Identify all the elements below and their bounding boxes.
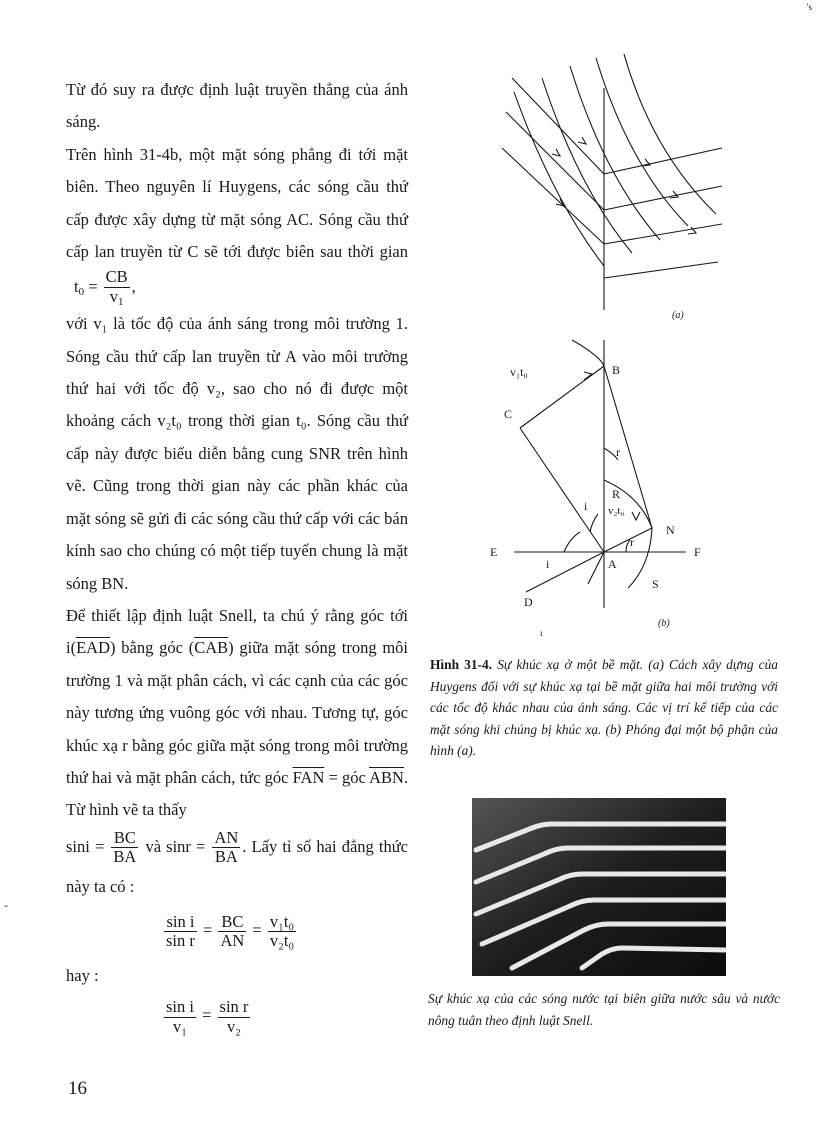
eq2-a (164, 998, 196, 1035)
wavefront-4 (596, 58, 688, 226)
ray-3-refracted (604, 148, 722, 174)
paragraph-2b: với v₁ là tốc độ của ánh sáng trong môi trường 1. Sóng cầu thứ cấp lan truyền từ A vào môi trường thứ hai với tốc độ v₂, sao cho nó đi được một khoảng cách v₂t₀ trong thời gian t₀. Sóng cầu thứ cấp này được biểu diễn bằng cung SNR trên hình vẽ. Cũng trong thời gian này các phần khác của mặt sóng sẽ gửi đi các sóng cầu thứ cấp với các bán kính sao cho chúng có một tiếp tuyến chung là mặt sóng BN. (66, 314, 408, 593)
t0-den (104, 288, 130, 308)
water-wave-photo (472, 798, 726, 976)
label-v2t0: v₂t₀ (608, 505, 625, 517)
sini-fraction (111, 829, 138, 866)
ray-3 (512, 78, 604, 174)
t0-fraction (104, 268, 130, 307)
equation-ratio (66, 913, 408, 950)
p3d: = góc (324, 767, 370, 787)
eq2-b-den: v₂ (226, 1016, 241, 1036)
sinr-num: AN (214, 828, 239, 848)
eq1-a-num: sin i (164, 913, 197, 932)
wavefront-bn (604, 366, 652, 528)
stray-mark: ı (540, 628, 543, 636)
label-v1t0: v₁t₀ (510, 365, 528, 379)
p3b: ) bằng góc ( (110, 638, 195, 658)
label-r-bottom: r (630, 535, 634, 549)
ray-4-refracted (604, 262, 718, 278)
eq1-b-den: AN (220, 930, 245, 950)
paragraph-3 (66, 600, 408, 907)
figure-b-label: (b) (658, 618, 670, 629)
eq1-sign-1: = (203, 920, 213, 940)
caption-label: Hình 31-4. (430, 657, 493, 672)
ray-2-refracted (604, 224, 722, 244)
t0-den-v: v (109, 286, 119, 306)
label-n: N (666, 523, 675, 537)
ray-1 (506, 112, 604, 210)
label-r: R (612, 487, 621, 501)
arc-fan: $\overline{FAN}$ (292, 767, 325, 787)
label-a: A (608, 557, 617, 571)
t0-lhs-sub: 0 (78, 285, 85, 298)
sin-line (66, 827, 408, 907)
wavefront-2 (542, 78, 632, 253)
main-text-column (66, 74, 408, 1046)
eq1-sign-2: = (252, 920, 262, 940)
eq1-c (268, 913, 296, 950)
figure-b-diagram (480, 336, 720, 636)
equation-snell (66, 998, 408, 1035)
ray-stub (588, 552, 604, 584)
t0-den-sub: 1 (118, 295, 124, 308)
label-b: B (612, 363, 621, 377)
p3c: ) giữa mặt sóng trong môi trường 1 và mặt phân cách, vì các cạnh của các góc này tương ứng vuông góc với nhau. Tương tự, góc khúc xạ r bằng góc giữa mặt sóng trong môi trường thứ hai và mặt phân cách, tức góc (66, 638, 408, 787)
label-s: S (652, 577, 659, 591)
t0-num: CB (105, 267, 128, 287)
paragraph-1: Từ đó suy ra được định luật truyền thẳng của ánh sáng. (66, 80, 408, 132)
angle-i-mid (590, 514, 598, 532)
segment-cb (520, 366, 604, 428)
page-number: 16 (68, 1078, 87, 1099)
label-c: C (504, 407, 513, 421)
wavefront-ac (520, 428, 604, 552)
label-r-top: r (616, 445, 620, 459)
sini-num: BC (111, 829, 138, 848)
eq1-a-den: sin r (166, 930, 195, 950)
eq2-b (218, 998, 251, 1035)
p3e: . Từ hình vẽ ta thấy (66, 767, 409, 820)
paragraph-2a: Trên hình 31-4b, một mặt sóng phẳng đi tới mặt biên. Theo nguyên lí Huygens, các sóng cầu thứ cấp được xây dựng từ mặt sóng AC. Sóng cầu thứ cấp lan truyền từ C sẽ tới được biên sau thời gian (66, 144, 408, 262)
figure-caption (430, 654, 778, 762)
p3a: Để thiết lập định luật Snell, ta chú ý rằng góc tới i( (66, 605, 408, 658)
p3f: . Lấy tỉ số hai đẳng thức này ta có : (66, 836, 408, 896)
t0-eq: = (84, 276, 102, 296)
arrow-1 (552, 149, 560, 156)
ray-1-refracted (604, 186, 722, 210)
sinr-mid: và sinr = (140, 836, 211, 856)
wavefront-1 (514, 92, 604, 266)
eq1-c-num: v₁t₀ (269, 911, 295, 931)
label-e: E (490, 545, 498, 559)
label-f: F (694, 545, 701, 559)
segment-an (604, 528, 652, 552)
eq2-a-num: sin i (166, 997, 194, 1017)
arrow-5 (688, 227, 696, 234)
eq1-a (164, 913, 197, 950)
label-d: D (524, 595, 533, 609)
hay-label: hay : (66, 966, 99, 986)
caption-text: Sự khúc xạ ở một bề mặt. (a) Cách xây dựng của Huygens đối với sự khúc xạ tại bề mặt giữa hai môi trường với các tốc độ khác nhau của ánh sáng. Các vị trí kế tiếp của các mặt sóng khi chúng bị khúc xạ. (b) Phóng đại một bộ phận của hình (a). (430, 657, 778, 758)
eq2-sign: = (202, 1005, 212, 1025)
t0-tail: , (131, 276, 136, 296)
paragraph-2 (66, 139, 408, 308)
t0-equation (74, 267, 136, 308)
corner-mark: 's (806, 2, 812, 12)
figure-a-diagram (492, 48, 732, 328)
arc-ead: $\overline{EAD}$ (76, 638, 111, 658)
arc-cab: $\overline{CAB}$ (194, 638, 229, 658)
angle-i-bottom (564, 532, 580, 552)
photo-caption: Sự khúc xạ của các sóng nước tại biên giữa nước sâu và nước nông tuân theo định luật Snell. (428, 991, 780, 1028)
arc-abn: $\overline{ABN}$ (369, 767, 404, 787)
eq1-c-den: v₂t₀ (269, 930, 295, 950)
arrow-an (632, 512, 640, 520)
sini-lhs: sini = (66, 836, 110, 856)
side-mark: - (4, 898, 8, 912)
label-i-mid: i (584, 499, 588, 513)
t0-lhs: t (74, 276, 79, 296)
ray-2 (502, 148, 604, 244)
eq1-b-num: BC (218, 913, 246, 932)
eq1-b (218, 913, 246, 950)
eq2-b-num: sin r (219, 997, 249, 1017)
arrow-2 (578, 137, 586, 144)
figure-a-label: (a) (672, 310, 684, 321)
arc-top (572, 340, 604, 366)
label-i-bottom: i (546, 557, 550, 571)
incident-ray-da (526, 552, 604, 592)
sinr-fraction (212, 829, 240, 866)
arrow-4 (670, 191, 678, 198)
sinr-den: BA (214, 847, 238, 867)
sini-den: BA (113, 847, 137, 867)
eq2-a-den: v₁ (172, 1016, 187, 1036)
